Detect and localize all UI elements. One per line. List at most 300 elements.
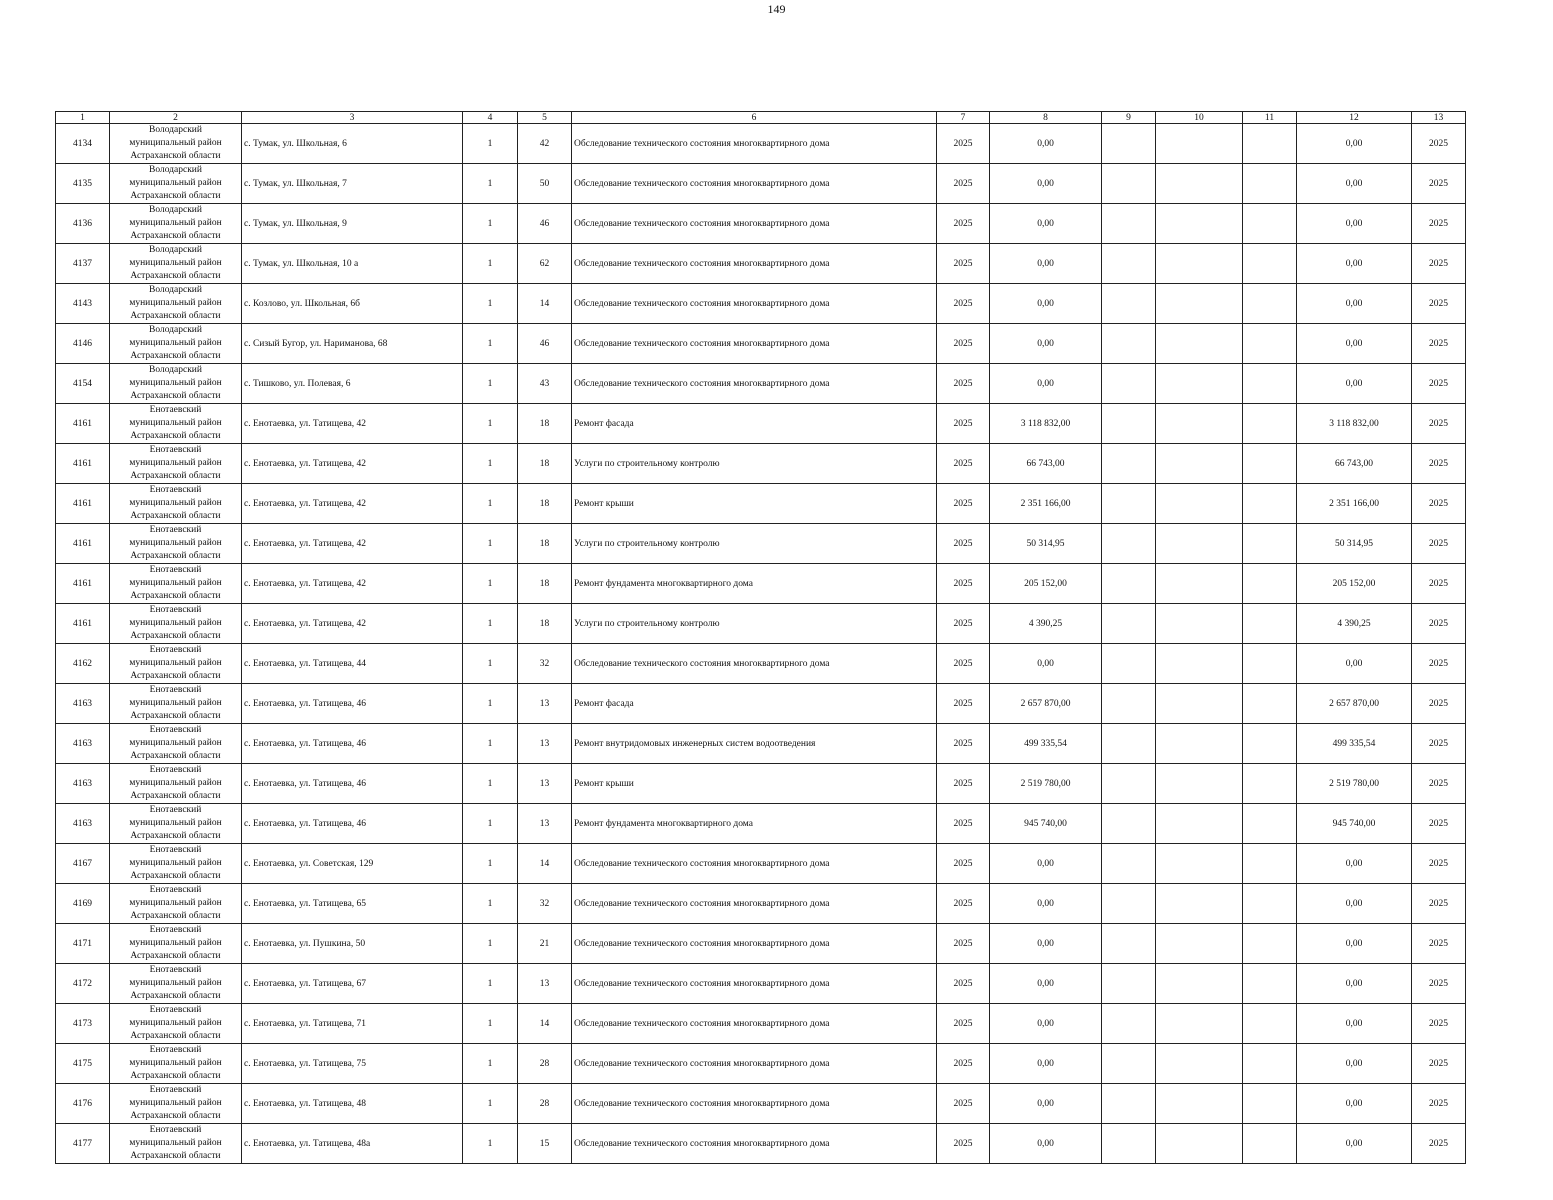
row-id-cell: 4161 <box>56 484 110 524</box>
col4-cell: 1 <box>463 284 518 324</box>
municipality-line: Астраханской области <box>130 751 221 761</box>
header-cell: 4 <box>463 112 518 124</box>
municipality-cell <box>110 324 242 364</box>
municipality-cell <box>110 644 242 684</box>
col10-cell <box>1156 1124 1243 1164</box>
col5-cell: 28 <box>518 1084 572 1124</box>
municipality-cell <box>110 964 242 1004</box>
municipality-line: муниципальный район <box>129 538 222 548</box>
work-type-cell: Обследование технического состояния многоквартирного дома <box>572 1044 937 1084</box>
header-cell: 6 <box>572 112 937 124</box>
municipality-line: Енотаевский <box>149 1125 202 1135</box>
col13-cell: 2025 <box>1412 484 1466 524</box>
col10-cell <box>1156 164 1243 204</box>
cost-cell: 4 390,25 <box>990 604 1102 644</box>
col9-cell <box>1102 764 1156 804</box>
year-cell: 2025 <box>937 1004 990 1044</box>
municipality-line: муниципальный район <box>129 258 222 268</box>
municipality-line: муниципальный район <box>129 1138 222 1148</box>
col11-cell <box>1243 644 1297 684</box>
col13-cell: 2025 <box>1412 684 1466 724</box>
municipality-line: муниципальный район <box>129 618 222 628</box>
col11-cell <box>1243 1044 1297 1084</box>
col11-cell <box>1243 724 1297 764</box>
col9-cell <box>1102 484 1156 524</box>
address-cell: с. Енотаевка, ул. Пушкина, 50 <box>242 924 463 964</box>
col9-cell <box>1102 404 1156 444</box>
col13-cell: 2025 <box>1412 284 1466 324</box>
cost-cell: 0,00 <box>990 364 1102 404</box>
col11-cell <box>1243 164 1297 204</box>
municipality-line: Енотаевский <box>149 1005 202 1015</box>
col10-cell <box>1156 644 1243 684</box>
col5-cell: 15 <box>518 1124 572 1164</box>
col5-cell: 42 <box>518 124 572 164</box>
col11-cell <box>1243 964 1297 1004</box>
municipality-line: Астраханской области <box>130 551 221 561</box>
col9-cell <box>1102 604 1156 644</box>
col5-cell: 21 <box>518 924 572 964</box>
col5-cell: 50 <box>518 164 572 204</box>
col10-cell <box>1156 404 1243 444</box>
table-row <box>56 1044 1466 1084</box>
col4-cell: 1 <box>463 524 518 564</box>
year-cell: 2025 <box>937 644 990 684</box>
col12-cell: 0,00 <box>1297 1124 1412 1164</box>
cost-cell: 0,00 <box>990 324 1102 364</box>
year-cell: 2025 <box>937 124 990 164</box>
col11-cell <box>1243 324 1297 364</box>
municipality-line: Астраханской области <box>130 431 221 441</box>
header-cell: 3 <box>242 112 463 124</box>
year-cell: 2025 <box>937 404 990 444</box>
year-cell: 2025 <box>937 444 990 484</box>
row-id-cell: 4134 <box>56 124 110 164</box>
col10-cell <box>1156 524 1243 564</box>
col12-cell: 3 118 832,00 <box>1297 404 1412 444</box>
municipality-line: Володарский <box>149 205 202 215</box>
municipality-line: Астраханской области <box>130 471 221 481</box>
col13-cell: 2025 <box>1412 804 1466 844</box>
address-cell: с. Енотаевка, ул. Татищева, 71 <box>242 1004 463 1044</box>
municipality-line: Астраханской области <box>130 1151 221 1161</box>
year-cell: 2025 <box>937 204 990 244</box>
col5-cell: 14 <box>518 284 572 324</box>
municipality-line: муниципальный район <box>129 858 222 868</box>
col4-cell: 1 <box>463 1044 518 1084</box>
table-row <box>56 1004 1466 1044</box>
col5-cell: 18 <box>518 564 572 604</box>
col10-cell <box>1156 284 1243 324</box>
municipality-line: Астраханской области <box>130 911 221 921</box>
col12-cell: 205 152,00 <box>1297 564 1412 604</box>
municipality-line: Астраханской области <box>130 831 221 841</box>
municipality-line: муниципальный район <box>129 458 222 468</box>
col4-cell: 1 <box>463 364 518 404</box>
municipality-line: Астраханской области <box>130 351 221 361</box>
municipality-line: Енотаевский <box>149 725 202 735</box>
municipality-line: Енотаевский <box>149 965 202 975</box>
col11-cell <box>1243 284 1297 324</box>
col11-cell <box>1243 924 1297 964</box>
cost-cell: 2 657 870,00 <box>990 684 1102 724</box>
table-row <box>56 884 1466 924</box>
table-row <box>56 764 1466 804</box>
col10-cell <box>1156 564 1243 604</box>
municipality-cell <box>110 764 242 804</box>
col11-cell <box>1243 804 1297 844</box>
municipality-line: муниципальный район <box>129 738 222 748</box>
municipality-line: Енотаевский <box>149 885 202 895</box>
page-number: 149 <box>767 2 786 16</box>
table-row <box>56 604 1466 644</box>
municipality-line: Астраханской области <box>130 191 221 201</box>
municipality-cell <box>110 524 242 564</box>
table-row <box>56 444 1466 484</box>
col13-cell: 2025 <box>1412 644 1466 684</box>
col4-cell: 1 <box>463 964 518 1004</box>
year-cell: 2025 <box>937 484 990 524</box>
col4-cell: 1 <box>463 444 518 484</box>
col10-cell <box>1156 324 1243 364</box>
municipality-line: муниципальный район <box>129 698 222 708</box>
address-cell: с. Енотаевка, ул. Татищева, 42 <box>242 564 463 604</box>
municipality-line: Володарский <box>149 125 202 135</box>
work-type-cell: Услуги по строительному контролю <box>572 444 937 484</box>
cost-cell: 2 519 780,00 <box>990 764 1102 804</box>
row-id-cell: 4135 <box>56 164 110 204</box>
cost-cell: 0,00 <box>990 1124 1102 1164</box>
col4-cell: 1 <box>463 1004 518 1044</box>
col10-cell <box>1156 924 1243 964</box>
address-cell: с. Енотаевка, ул. Советская, 129 <box>242 844 463 884</box>
municipality-cell <box>110 204 242 244</box>
col10-cell <box>1156 764 1243 804</box>
work-type-cell: Обследование технического состояния многоквартирного дома <box>572 324 937 364</box>
col13-cell: 2025 <box>1412 924 1466 964</box>
header-cell: 9 <box>1102 112 1156 124</box>
municipality-cell <box>110 604 242 644</box>
municipality-line: Астраханской области <box>130 871 221 881</box>
col5-cell: 13 <box>518 764 572 804</box>
col4-cell: 1 <box>463 204 518 244</box>
col10-cell <box>1156 604 1243 644</box>
work-type-cell: Ремонт фасада <box>572 404 937 444</box>
col12-cell: 0,00 <box>1297 1004 1412 1044</box>
row-id-cell: 4143 <box>56 284 110 324</box>
header-cell: 2 <box>110 112 242 124</box>
col9-cell <box>1102 1124 1156 1164</box>
col13-cell: 2025 <box>1412 1124 1466 1164</box>
col9-cell <box>1102 1044 1156 1084</box>
col5-cell: 13 <box>518 684 572 724</box>
municipality-line: Енотаевский <box>149 445 202 455</box>
year-cell: 2025 <box>937 284 990 324</box>
year-cell: 2025 <box>937 884 990 924</box>
municipality-cell <box>110 884 242 924</box>
col4-cell: 1 <box>463 164 518 204</box>
col11-cell <box>1243 1004 1297 1044</box>
col12-cell: 0,00 <box>1297 364 1412 404</box>
col10-cell <box>1156 124 1243 164</box>
table-row <box>56 644 1466 684</box>
col12-cell: 0,00 <box>1297 204 1412 244</box>
header-cell: 8 <box>990 112 1102 124</box>
municipality-line: Енотаевский <box>149 405 202 415</box>
address-cell: с. Енотаевка, ул. Татищева, 65 <box>242 884 463 924</box>
col12-cell: 0,00 <box>1297 164 1412 204</box>
work-type-cell: Ремонт внутридомовых инженерных систем водоотведения <box>572 724 937 764</box>
col11-cell <box>1243 484 1297 524</box>
work-type-cell: Обследование технического состояния многоквартирного дома <box>572 644 937 684</box>
table-row <box>56 844 1466 884</box>
table-row <box>56 124 1466 164</box>
col12-cell: 2 351 166,00 <box>1297 484 1412 524</box>
col11-cell <box>1243 1124 1297 1164</box>
year-cell: 2025 <box>937 244 990 284</box>
row-id-cell: 4172 <box>56 964 110 1004</box>
work-type-cell: Обследование технического состояния многоквартирного дома <box>572 1124 937 1164</box>
address-cell: с. Енотаевка, ул. Татищева, 42 <box>242 524 463 564</box>
work-type-cell: Обследование технического состояния многоквартирного дома <box>572 884 937 924</box>
municipality-line: Астраханской области <box>130 591 221 601</box>
table-row <box>56 684 1466 724</box>
col10-cell <box>1156 684 1243 724</box>
municipality-line: муниципальный район <box>129 978 222 988</box>
table-row <box>56 164 1466 204</box>
work-type-cell: Ремонт фундамента многоквартирного дома <box>572 564 937 604</box>
municipality-line: муниципальный район <box>129 658 222 668</box>
col4-cell: 1 <box>463 804 518 844</box>
col13-cell: 2025 <box>1412 844 1466 884</box>
municipality-line: муниципальный район <box>129 898 222 908</box>
year-cell: 2025 <box>937 964 990 1004</box>
col13-cell: 2025 <box>1412 244 1466 284</box>
municipality-line: Астраханской области <box>130 231 221 241</box>
municipality-line: Енотаевский <box>149 845 202 855</box>
col5-cell: 18 <box>518 484 572 524</box>
municipality-cell <box>110 804 242 844</box>
address-cell: с. Енотаевка, ул. Татищева, 46 <box>242 684 463 724</box>
col11-cell <box>1243 884 1297 924</box>
table-row <box>56 564 1466 604</box>
year-cell: 2025 <box>937 524 990 564</box>
cost-cell: 945 740,00 <box>990 804 1102 844</box>
col4-cell: 1 <box>463 324 518 364</box>
cost-cell: 0,00 <box>990 124 1102 164</box>
col9-cell <box>1102 684 1156 724</box>
col9-cell <box>1102 524 1156 564</box>
municipality-cell <box>110 164 242 204</box>
col13-cell: 2025 <box>1412 204 1466 244</box>
header-cell: 7 <box>937 112 990 124</box>
cost-cell: 0,00 <box>990 284 1102 324</box>
row-id-cell: 4161 <box>56 444 110 484</box>
municipality-line: муниципальный район <box>129 498 222 508</box>
header-cell: 11 <box>1243 112 1297 124</box>
col4-cell: 1 <box>463 244 518 284</box>
col9-cell <box>1102 124 1156 164</box>
work-type-cell: Услуги по строительному контролю <box>572 524 937 564</box>
col12-cell: 2 519 780,00 <box>1297 764 1412 804</box>
address-cell: с. Козлово, ул. Школьная, 6б <box>242 284 463 324</box>
address-cell: с. Тумак, ул. Школьная, 7 <box>242 164 463 204</box>
municipality-cell <box>110 364 242 404</box>
municipality-line: Енотаевский <box>149 565 202 575</box>
table-row <box>56 364 1466 404</box>
col12-cell: 0,00 <box>1297 924 1412 964</box>
col5-cell: 43 <box>518 364 572 404</box>
col9-cell <box>1102 844 1156 884</box>
header-cell: 10 <box>1156 112 1243 124</box>
col4-cell: 1 <box>463 924 518 964</box>
col13-cell: 2025 <box>1412 724 1466 764</box>
col9-cell <box>1102 924 1156 964</box>
work-type-cell: Обследование технического состояния многоквартирного дома <box>572 844 937 884</box>
col10-cell <box>1156 884 1243 924</box>
col4-cell: 1 <box>463 564 518 604</box>
col4-cell: 1 <box>463 724 518 764</box>
col12-cell: 0,00 <box>1297 644 1412 684</box>
col13-cell: 2025 <box>1412 964 1466 1004</box>
municipality-line: муниципальный район <box>129 938 222 948</box>
row-id-cell: 4154 <box>56 364 110 404</box>
year-cell: 2025 <box>937 1044 990 1084</box>
municipality-cell <box>110 1004 242 1044</box>
municipality-line: Астраханской области <box>130 391 221 401</box>
municipality-line: муниципальный район <box>129 1098 222 1108</box>
row-id-cell: 4175 <box>56 1044 110 1084</box>
address-cell: с. Енотаевка, ул. Татищева, 46 <box>242 804 463 844</box>
col4-cell: 1 <box>463 1124 518 1164</box>
work-type-cell: Ремонт фундамента многоквартирного дома <box>572 804 937 844</box>
row-id-cell: 4136 <box>56 204 110 244</box>
municipality-line: Енотаевский <box>149 485 202 495</box>
year-cell: 2025 <box>937 164 990 204</box>
col12-cell: 0,00 <box>1297 1084 1412 1124</box>
col11-cell <box>1243 604 1297 644</box>
address-cell: с. Енотаевка, ул. Татищева, 46 <box>242 724 463 764</box>
row-id-cell: 4146 <box>56 324 110 364</box>
col4-cell: 1 <box>463 604 518 644</box>
address-cell: с. Тумак, ул. Школьная, 10 а <box>242 244 463 284</box>
col4-cell: 1 <box>463 1084 518 1124</box>
year-cell: 2025 <box>937 724 990 764</box>
col13-cell: 2025 <box>1412 404 1466 444</box>
col5-cell: 28 <box>518 1044 572 1084</box>
municipality-cell <box>110 284 242 324</box>
municipality-line: Енотаевский <box>149 605 202 615</box>
municipality-line: муниципальный район <box>129 178 222 188</box>
municipality-line: Володарский <box>149 165 202 175</box>
col12-cell: 2 657 870,00 <box>1297 684 1412 724</box>
year-cell: 2025 <box>937 364 990 404</box>
cost-cell: 2 351 166,00 <box>990 484 1102 524</box>
municipality-line: Астраханской области <box>130 271 221 281</box>
col9-cell <box>1102 724 1156 764</box>
col9-cell <box>1102 204 1156 244</box>
col9-cell <box>1102 804 1156 844</box>
row-id-cell: 4161 <box>56 564 110 604</box>
col4-cell: 1 <box>463 884 518 924</box>
col12-cell: 0,00 <box>1297 284 1412 324</box>
work-type-cell: Обследование технического состояния многоквартирного дома <box>572 284 937 324</box>
address-cell: с. Енотаевка, ул. Татищева, 48 <box>242 1084 463 1124</box>
municipality-cell <box>110 684 242 724</box>
row-id-cell: 4173 <box>56 1004 110 1044</box>
municipality-line: Енотаевский <box>149 765 202 775</box>
municipality-line: муниципальный район <box>129 298 222 308</box>
row-id-cell: 4163 <box>56 764 110 804</box>
cost-cell: 0,00 <box>990 204 1102 244</box>
col4-cell: 1 <box>463 764 518 804</box>
work-type-cell: Ремонт фасада <box>572 684 937 724</box>
municipality-cell <box>110 124 242 164</box>
col4-cell: 1 <box>463 844 518 884</box>
municipality-line: муниципальный район <box>129 378 222 388</box>
col10-cell <box>1156 244 1243 284</box>
municipality-line: Астраханской области <box>130 631 221 641</box>
municipality-line: Астраханской области <box>130 151 221 161</box>
municipality-line: Астраханской области <box>130 711 221 721</box>
col11-cell <box>1243 364 1297 404</box>
year-cell: 2025 <box>937 764 990 804</box>
table-row <box>56 484 1466 524</box>
cost-cell: 3 118 832,00 <box>990 404 1102 444</box>
col5-cell: 13 <box>518 804 572 844</box>
col4-cell: 1 <box>463 124 518 164</box>
row-id-cell: 4161 <box>56 404 110 444</box>
col11-cell <box>1243 564 1297 604</box>
col9-cell <box>1102 1004 1156 1044</box>
row-id-cell: 4161 <box>56 604 110 644</box>
col13-cell: 2025 <box>1412 604 1466 644</box>
year-cell: 2025 <box>937 604 990 644</box>
col5-cell: 18 <box>518 524 572 564</box>
table-row <box>56 804 1466 844</box>
col13-cell: 2025 <box>1412 444 1466 484</box>
municipality-line: Астраханской области <box>130 1071 221 1081</box>
col12-cell: 50 314,95 <box>1297 524 1412 564</box>
cost-cell: 0,00 <box>990 924 1102 964</box>
work-type-cell: Обследование технического состояния многоквартирного дома <box>572 964 937 1004</box>
table-row <box>56 524 1466 564</box>
col11-cell <box>1243 124 1297 164</box>
year-cell: 2025 <box>937 844 990 884</box>
col5-cell: 62 <box>518 244 572 284</box>
capital-repair-table <box>55 111 1466 1164</box>
municipality-line: муниципальный район <box>129 1018 222 1028</box>
col12-cell: 945 740,00 <box>1297 804 1412 844</box>
address-cell: с. Енотаевка, ул. Татищева, 42 <box>242 444 463 484</box>
col9-cell <box>1102 324 1156 364</box>
col10-cell <box>1156 204 1243 244</box>
col13-cell: 2025 <box>1412 1044 1466 1084</box>
municipality-line: Володарский <box>149 245 202 255</box>
table-row <box>56 284 1466 324</box>
col12-cell: 0,00 <box>1297 324 1412 364</box>
work-type-cell: Ремонт крыши <box>572 764 937 804</box>
col12-cell: 0,00 <box>1297 964 1412 1004</box>
cost-cell: 0,00 <box>990 1044 1102 1084</box>
row-id-cell: 4162 <box>56 644 110 684</box>
col13-cell: 2025 <box>1412 124 1466 164</box>
year-cell: 2025 <box>937 804 990 844</box>
table-row <box>56 204 1466 244</box>
col10-cell <box>1156 444 1243 484</box>
col10-cell <box>1156 844 1243 884</box>
municipality-line: Астраханской области <box>130 1111 221 1121</box>
